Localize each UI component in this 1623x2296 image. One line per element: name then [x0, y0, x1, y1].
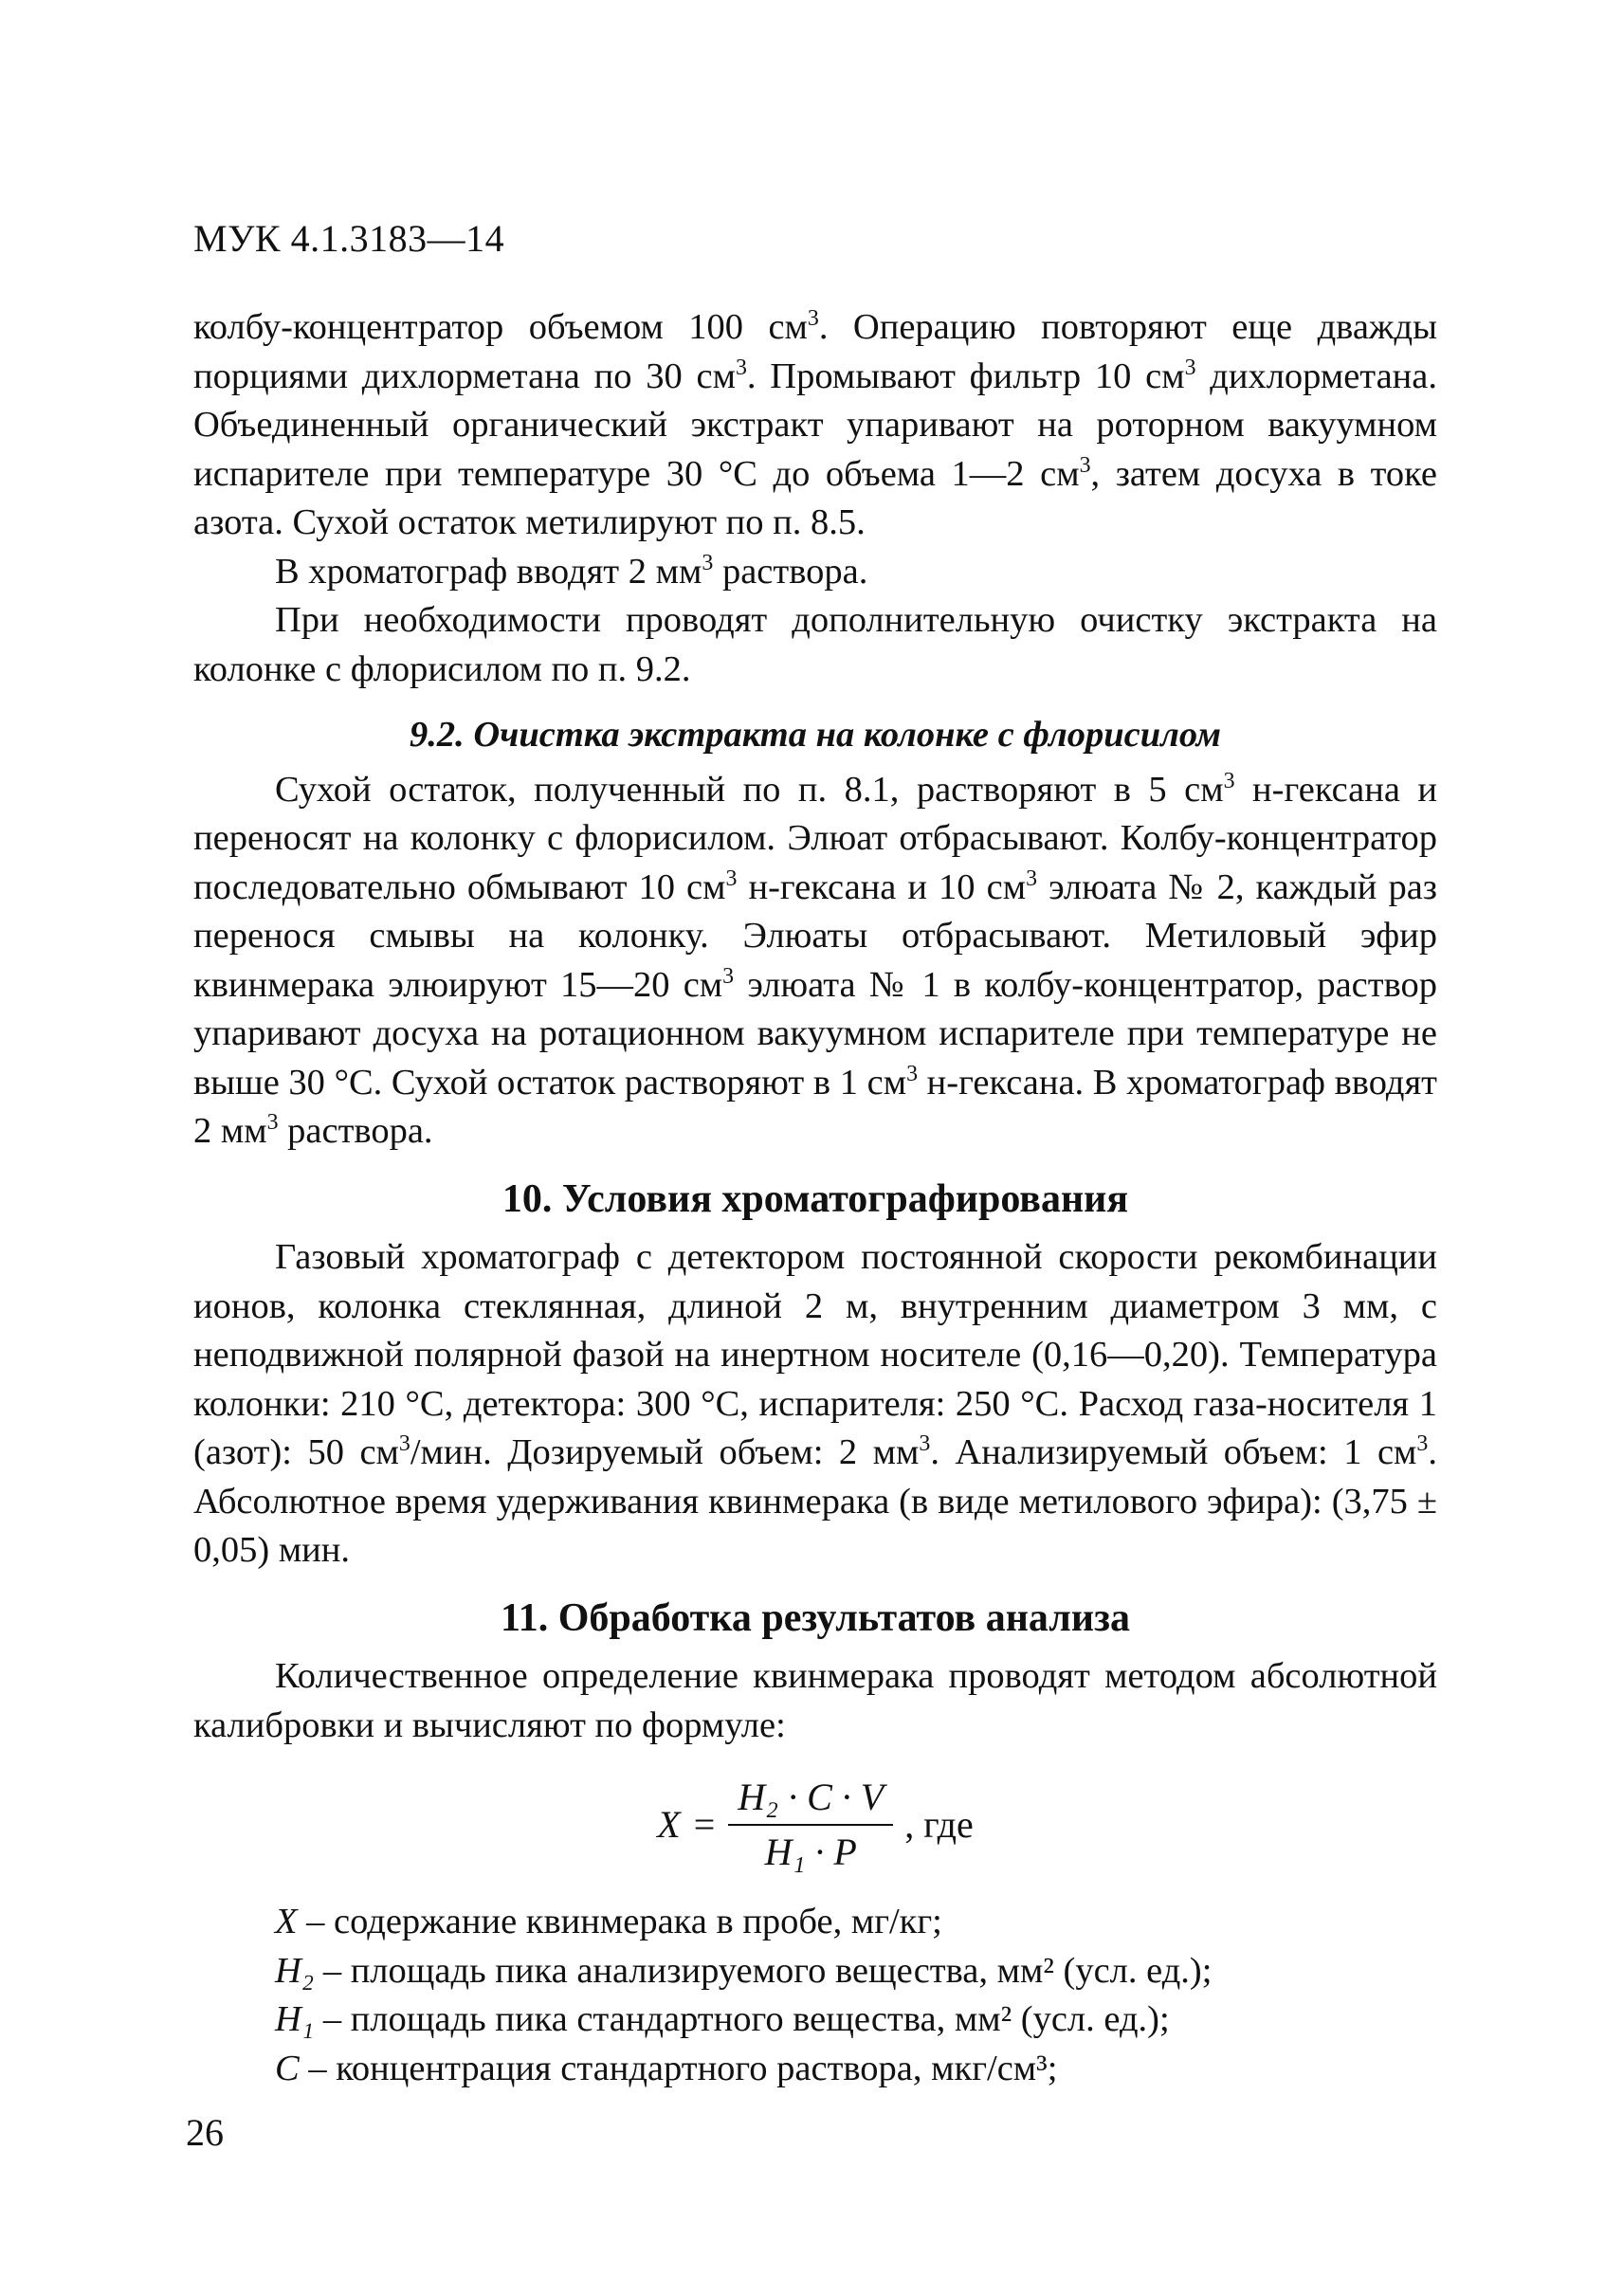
formula-denominator: H₁ · P: [764, 1831, 857, 1873]
subsection-title: 9.2. Очистка экстракта на колонке с флорисилом: [409, 715, 1222, 755]
paragraph-6: Количественное определение квинмерака проводят методом абсолютной калибровки и вычисляют по формуле:: [193, 1656, 1437, 1745]
definition-item: H₂ – площадь пика анализируемого вещества, мм² (усл. ед.);: [275, 1950, 1213, 1991]
section-10-title: 10. Условия хроматографирования: [501, 1176, 1129, 1221]
section-11-title: 11. Обработка результатов анализа: [501, 1595, 1130, 1640]
paragraph-2: В хроматограф вводят 2 $мм^3$ раствора.: [275, 550, 868, 592]
formula: [193, 1777, 1437, 1873]
formula-numerator: H₂ · C · V: [728, 1777, 893, 1826]
formula-lhs: X: [657, 1803, 681, 1847]
running-head: МУК 4.1.3183—14: [193, 217, 505, 260]
definitions-list: [275, 1898, 1437, 2093]
paragraph-3: При необходимости проводят дополнительную очистку экстракта на колонке с флорисилом по п. 9.2.: [193, 600, 1437, 689]
page-content: [193, 303, 1437, 2093]
definition-item: C – концентрация стандартного раствора, мкг/см³;: [275, 2048, 1058, 2088]
formula-tail: , где: [904, 1803, 974, 1847]
paragraph-1: колбу-концентратор объемом 100 $см^3$. Операцию повторяют еще дважды порциями дихлорметана по 30 $см^3$. Промывают фильтр 10 $см^3$ дихлорметана. Объединенный органический экстракт упаривают на роторном вакуумном испарителе при температуре 30 °С до объема 1—2 $см^3$, затем досуха в токе азота. Сухой остаток метилируют по п. 8.5.: [193, 306, 1437, 542]
paragraph-4: Сухой остаток, полученный по п. 8.1, растворяют в 5 $см^3$ н-гексана и переносят на колонку с флорисилом. Элюат отбрасывают. Колбу-концентратор последовательно обмывают 10 $см^3$ н-гексана и 10 $см^3$ элюата № 2, каждый раз перенося смывы на колонку. Элюаты отбрасывают. Метиловый эфир квинмерака элюируют 15—20 $см^3$ элюата № 1 в колбу-концентратор, раствор упаривают досуха на ротационном вакуумном испарителе при температуре не выше 30 °С. Сухой остаток растворяют в 1 $см^3$ н-гексана. В хроматограф вводят 2 $мм^3$ раствора.: [193, 768, 1438, 1151]
definition-item: H₁ – площадь пика стандартного вещества, мм² (усл. ед.);: [275, 1999, 1170, 2039]
page-number: 26: [186, 2111, 224, 2154]
paragraph-5: Газовый хроматограф с детектором постоянной скорости рекомбинации ионов, колонка стеклянная, длиной 2 м, внутренним диаметром 3 мм, с неподвижной полярной фазой на инертном носителе (0,16—0,20). Температура колонки: 210 °С, детектора: 300 °С, испарителя: 250 °С. Расход газа-носителя 1 (азот): 50 $см^3$/мин. Дозируемый объем: 2 $мм^3$. Анализируемый объем: 1 $см^3$. Абсолютное время удерживания квинмерака (в виде метилового эфира): (3,75 ± 0,05) мин.: [193, 1237, 1437, 1570]
formula-fraction: [728, 1777, 893, 1873]
formula-equals: =: [693, 1803, 716, 1847]
definition-item: X – содержание квинмерака в пробе, мг/кг;: [275, 1902, 942, 1941]
